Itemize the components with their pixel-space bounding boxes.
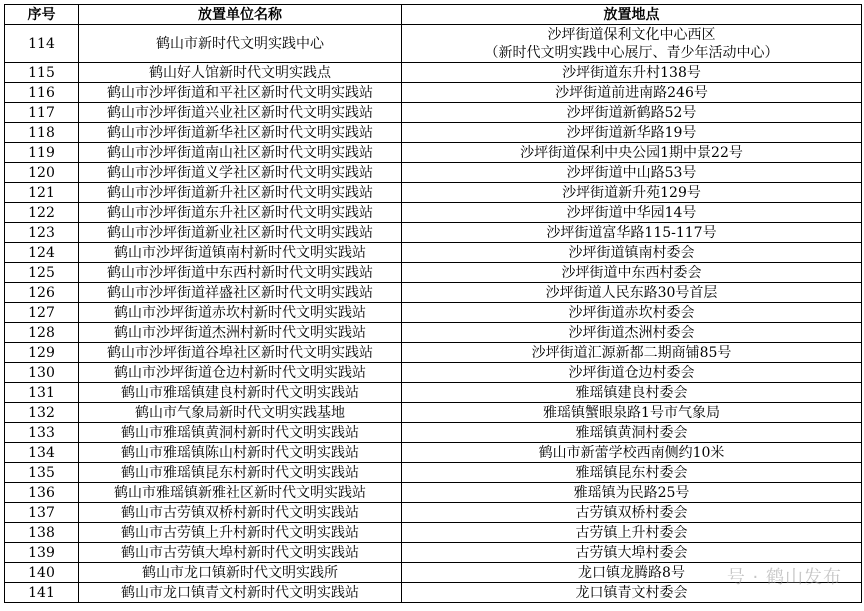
placement-location: 龙口镇青文村委会	[402, 583, 862, 603]
unit-name: 鹤山市古劳镇大埠村新时代文明实践站	[79, 543, 402, 563]
placement-location: 沙坪街道新鹤路52号	[402, 103, 862, 123]
unit-name: 鹤山市沙坪街道谷埠社区新时代文明实践站	[79, 343, 402, 363]
unit-name: 鹤山市沙坪街道赤坎村新时代文明实践站	[79, 303, 402, 323]
unit-name: 鹤山市沙坪街道东升社区新时代文明实践站	[79, 203, 402, 223]
row-number: 137	[5, 503, 79, 523]
placement-location: 鹤山市新蕾学校西南侧约10米	[402, 443, 862, 463]
row-number: 133	[5, 423, 79, 443]
table-row	[5, 583, 862, 603]
placement-location	[402, 25, 862, 63]
row-number: 134	[5, 443, 79, 463]
row-number: 136	[5, 483, 79, 503]
placement-table	[4, 4, 862, 603]
row-number: 141	[5, 583, 79, 603]
unit-name: 鹤山市雅瑶镇建良村新时代文明实践站	[79, 383, 402, 403]
row-number: 120	[5, 163, 79, 183]
placement-location: 沙坪街道仓边村委会	[402, 363, 862, 383]
table-row	[5, 443, 862, 463]
placement-location: 沙坪街道镇南村委会	[402, 243, 862, 263]
placement-location: 沙坪街道中山路53号	[402, 163, 862, 183]
row-number: 122	[5, 203, 79, 223]
row-number: 125	[5, 263, 79, 283]
header-unit-name: 放置单位名称	[79, 5, 402, 25]
unit-name: 鹤山市沙坪街道南山社区新时代文明实践站	[79, 143, 402, 163]
table-row	[5, 263, 862, 283]
unit-name: 鹤山市新时代文明实践中心	[79, 25, 402, 63]
unit-name: 鹤山市古劳镇双桥村新时代文明实践站	[79, 503, 402, 523]
placement-location: 沙坪街道中华园14号	[402, 203, 862, 223]
row-number: 123	[5, 223, 79, 243]
placement-location: 沙坪街道新华路19号	[402, 123, 862, 143]
unit-name: 鹤山市龙口镇新时代文明实践所	[79, 563, 402, 583]
table-row	[5, 183, 862, 203]
unit-name: 鹤山市沙坪街道杰洲村新时代文明实践站	[79, 323, 402, 343]
placement-location: 古劳镇双桥村委会	[402, 503, 862, 523]
placement-location: 古劳镇大埠村委会	[402, 543, 862, 563]
table-row	[5, 563, 862, 583]
location-line: （新时代文明实践中心展厅、青少年活动中心）	[484, 44, 779, 61]
unit-name: 鹤山市沙坪街道新升社区新时代文明实践站	[79, 183, 402, 203]
unit-name: 鹤山市雅瑶镇昆东村新时代文明实践站	[79, 463, 402, 483]
row-number: 129	[5, 343, 79, 363]
placement-location: 雅瑶镇蟹眼泉路1号市气象局	[402, 403, 862, 423]
unit-name: 鹤山市雅瑶镇黄洞村新时代文明实践站	[79, 423, 402, 443]
row-number: 119	[5, 143, 79, 163]
table-row	[5, 103, 862, 123]
placement-location: 雅瑶镇建良村委会	[402, 383, 862, 403]
row-number: 118	[5, 123, 79, 143]
unit-name: 鹤山市沙坪街道新华社区新时代文明实践站	[79, 123, 402, 143]
table-row	[5, 303, 862, 323]
table-row	[5, 63, 862, 83]
table-row	[5, 523, 862, 543]
table-row	[5, 383, 862, 403]
table-row	[5, 363, 862, 383]
placement-location: 沙坪街道汇源新都二期商铺85号	[402, 343, 862, 363]
placement-location: 沙坪街道人民东路30号首层	[402, 283, 862, 303]
row-number: 124	[5, 243, 79, 263]
row-number: 128	[5, 323, 79, 343]
unit-name: 鹤山市沙坪街道镇南村新时代文明实践站	[79, 243, 402, 263]
row-number: 140	[5, 563, 79, 583]
table-row	[5, 203, 862, 223]
table-row	[5, 143, 862, 163]
unit-name: 鹤山市沙坪街道和平社区新时代文明实践站	[79, 83, 402, 103]
row-number: 131	[5, 383, 79, 403]
unit-name: 鹤山市雅瑶镇陈山村新时代文明实践站	[79, 443, 402, 463]
table-row	[5, 163, 862, 183]
table-row	[5, 543, 862, 563]
unit-name: 鹤山市沙坪街道兴业社区新时代文明实践站	[79, 103, 402, 123]
placement-location: 沙坪街道东升村138号	[402, 63, 862, 83]
row-number: 116	[5, 83, 79, 103]
placement-location: 龙口镇龙腾路8号	[402, 563, 862, 583]
row-number: 117	[5, 103, 79, 123]
row-number: 132	[5, 403, 79, 423]
unit-name: 鹤山好人馆新时代文明实践点	[79, 63, 402, 83]
header-location: 放置地点	[402, 5, 862, 25]
row-number: 114	[5, 25, 79, 63]
location-line: 沙坪街道保利文化中心西区	[547, 26, 716, 43]
table-row	[5, 243, 862, 263]
placement-location: 沙坪街道赤坎村委会	[402, 303, 862, 323]
table-row	[5, 423, 862, 443]
table-row	[5, 463, 862, 483]
unit-name: 鹤山市龙口镇青文村新时代文明实践站	[79, 583, 402, 603]
row-number: 130	[5, 363, 79, 383]
row-number: 127	[5, 303, 79, 323]
placement-location: 沙坪街道新升苑129号	[402, 183, 862, 203]
table-row	[5, 503, 862, 523]
table-row	[5, 323, 862, 343]
table-row	[5, 223, 862, 243]
placement-location: 沙坪街道中东西村委会	[402, 263, 862, 283]
table-row	[5, 83, 862, 103]
unit-name: 鹤山市沙坪街道中东西村新时代文明实践站	[79, 263, 402, 283]
table-body	[5, 25, 862, 603]
row-number: 138	[5, 523, 79, 543]
row-number: 115	[5, 63, 79, 83]
header-no: 序号	[5, 5, 79, 25]
unit-name: 鹤山市沙坪街道新业社区新时代文明实践站	[79, 223, 402, 243]
unit-name: 鹤山市沙坪街道义学社区新时代文明实践站	[79, 163, 402, 183]
table-row	[5, 283, 862, 303]
unit-name: 鹤山市沙坪街道仓边村新时代文明实践站	[79, 363, 402, 383]
unit-name: 鹤山市古劳镇上升村新时代文明实践站	[79, 523, 402, 543]
row-number: 135	[5, 463, 79, 483]
placement-location: 古劳镇上升村委会	[402, 523, 862, 543]
table-row	[5, 25, 862, 63]
unit-name: 鹤山市沙坪街道祥盛社区新时代文明实践站	[79, 283, 402, 303]
watermark: 号 · 鹤山发布	[726, 567, 842, 588]
placement-location: 沙坪街道前进南路246号	[402, 83, 862, 103]
unit-name: 鹤山市气象局新时代文明实践基地	[79, 403, 402, 423]
placement-location: 雅瑶镇昆东村委会	[402, 463, 862, 483]
table-row	[5, 483, 862, 503]
table-row	[5, 343, 862, 363]
placement-location: 沙坪街道杰洲村委会	[402, 323, 862, 343]
placement-location: 沙坪街道保利中央公园1期中景22号	[402, 143, 862, 163]
placement-location: 雅瑶镇黄洞村委会	[402, 423, 862, 443]
unit-name: 鹤山市雅瑶镇新雅社区新时代文明实践站	[79, 483, 402, 503]
placement-location: 雅瑶镇为民路25号	[402, 483, 862, 503]
row-number: 126	[5, 283, 79, 303]
placement-location: 沙坪街道富华路115-117号	[402, 223, 862, 243]
row-number: 139	[5, 543, 79, 563]
header-row	[5, 5, 862, 25]
table-row	[5, 403, 862, 423]
table-row	[5, 123, 862, 143]
row-number: 121	[5, 183, 79, 203]
